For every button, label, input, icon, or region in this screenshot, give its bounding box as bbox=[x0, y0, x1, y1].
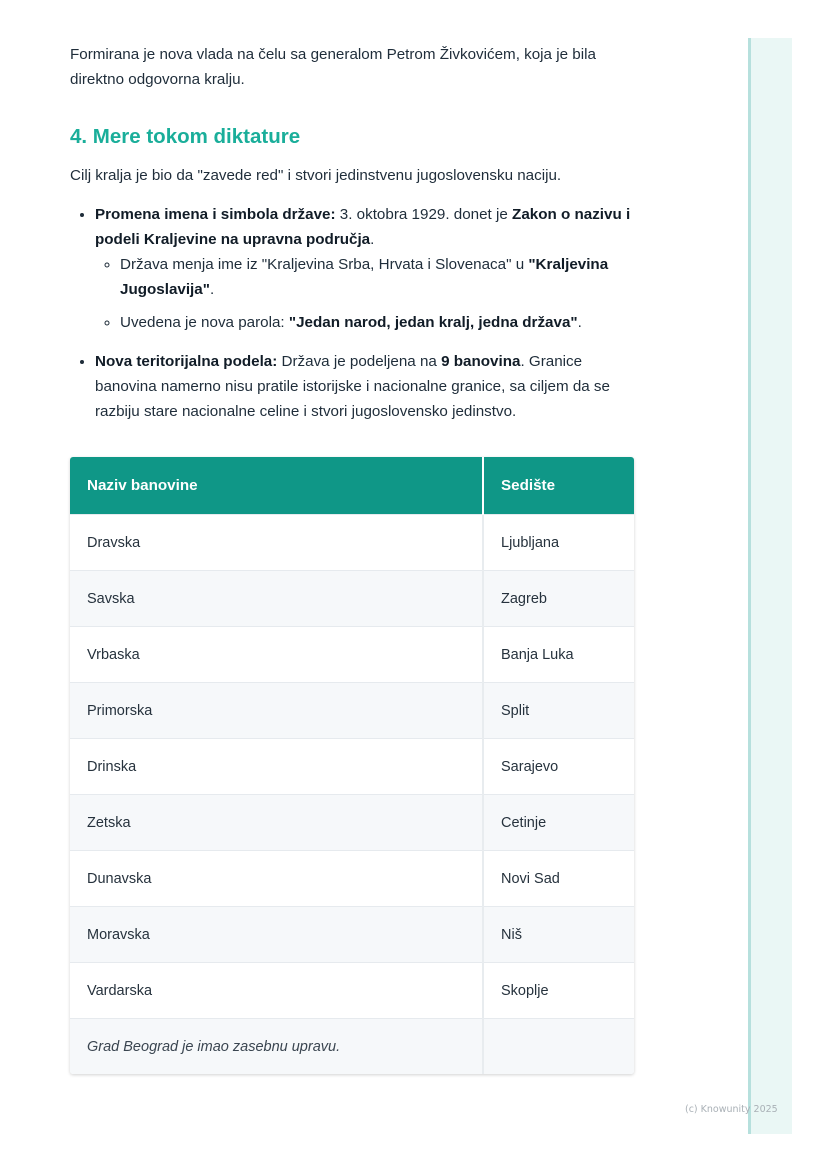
side-decoration-line bbox=[748, 38, 751, 1134]
table-row bbox=[70, 627, 634, 683]
column-header-name: Naziv banovine bbox=[70, 457, 483, 515]
table-row bbox=[70, 571, 634, 627]
table-cell: Split bbox=[483, 683, 634, 739]
column-header-seat: Sedište bbox=[483, 457, 634, 515]
table-cell: Moravska bbox=[70, 907, 483, 963]
sub-item-bold: "Kraljevina Jugoslavija" bbox=[120, 256, 609, 298]
list-item-law-name: Zakon o nazivu i podeli Kraljevine na upravna područja bbox=[95, 206, 631, 248]
list-item-text: Država je podeljena na bbox=[277, 353, 442, 370]
table-cell: Dunavska bbox=[70, 851, 483, 907]
list-item-text: 3. oktobra 1929. donet je bbox=[335, 206, 513, 223]
list-item-name-change bbox=[95, 202, 634, 335]
table-cell: Cetinje bbox=[483, 795, 634, 851]
sub-item-tail: . bbox=[209, 281, 215, 298]
list-item-title: Nova teritorijalna podela: bbox=[95, 353, 278, 370]
copyright-notice: (c) Knowunity 2025 bbox=[685, 1104, 778, 1115]
list-item-text: . bbox=[370, 231, 375, 248]
sub-item-tail: . bbox=[577, 314, 582, 331]
table-empty-cell bbox=[483, 1019, 634, 1075]
table-row bbox=[70, 963, 634, 1019]
sub-list bbox=[95, 252, 634, 335]
table-cell: Drinska bbox=[70, 739, 483, 795]
table-row bbox=[70, 515, 634, 571]
table-note-cell: Grad Beograd je imao zasebnu upravu. bbox=[70, 1019, 483, 1075]
table-row bbox=[70, 739, 634, 795]
document-body bbox=[70, 38, 634, 424]
table-cell: Vrbaska bbox=[70, 627, 483, 683]
table-cell: Niš bbox=[483, 907, 634, 963]
banovine-table bbox=[70, 457, 634, 1074]
intro-paragraph: Formirana je nova vlada na čelu sa generalom Petrom Živkovićem, koja je bila direktno odgovorna kralju. bbox=[70, 46, 596, 88]
table-cell: Primorska bbox=[70, 683, 483, 739]
table-cell: Zagreb bbox=[483, 571, 634, 627]
sub-item-bold: "Jedan narod, jedan kralj, jedna država" bbox=[288, 314, 578, 331]
list-item-territorial-division bbox=[95, 349, 634, 424]
table-header-row bbox=[70, 457, 634, 515]
section-heading: 4. Mere tokom diktature bbox=[70, 125, 301, 148]
table-cell: Dravska bbox=[70, 515, 483, 571]
table-cell: Novi Sad bbox=[483, 851, 634, 907]
list-item-title: Promena imena i simbola države: bbox=[95, 206, 336, 223]
sub-item-text: Država menja ime iz "Kraljevina Srba, Hrvata i Slovenaca" u bbox=[120, 256, 529, 273]
table-cell: Skoplje bbox=[483, 963, 634, 1019]
table-row-note bbox=[70, 1019, 634, 1075]
table-row bbox=[70, 795, 634, 851]
table-cell: Vardarska bbox=[70, 963, 483, 1019]
sub-list-item bbox=[120, 252, 634, 302]
table-row bbox=[70, 907, 634, 963]
table-cell: Sarajevo bbox=[483, 739, 634, 795]
list-item-bold-count: 9 banovina bbox=[441, 353, 521, 370]
sub-item-text: Uvedena je nova parola: bbox=[120, 314, 289, 331]
table-row bbox=[70, 851, 634, 907]
table-row bbox=[70, 683, 634, 739]
banovine-table-container bbox=[70, 457, 634, 1074]
table-cell: Ljubljana bbox=[483, 515, 634, 571]
lead-paragraph: Cilj kralja je bio da "zavede red" i stvori jedinstvenu jugoslovensku naciju. bbox=[70, 167, 562, 184]
list-item-text: . Granice banovina namerno nisu pratile istorijske i nacionalne granice, sa ciljem da se razbiju stare nacionalne celine i stvori jugoslovensko jedinstvo. bbox=[95, 353, 610, 420]
measures-list bbox=[70, 202, 634, 424]
sub-list-item bbox=[120, 310, 634, 335]
table-cell: Savska bbox=[70, 571, 483, 627]
side-decoration-stripe bbox=[749, 38, 792, 1134]
table-cell: Banja Luka bbox=[483, 627, 634, 683]
table-cell: Zetska bbox=[70, 795, 483, 851]
